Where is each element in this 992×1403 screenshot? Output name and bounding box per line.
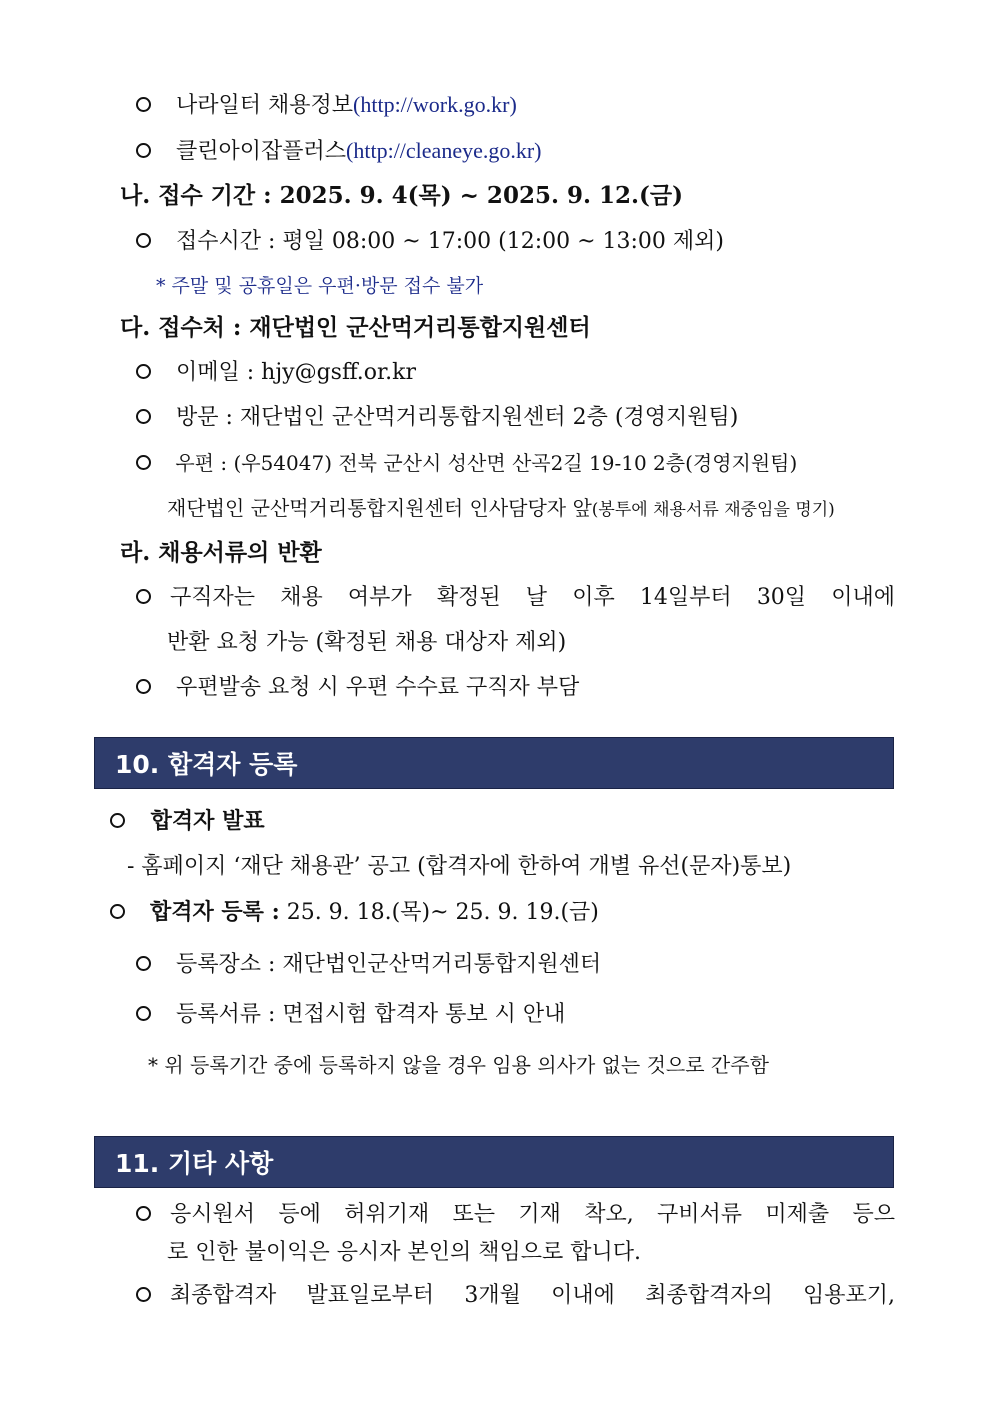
list-item-post [136,448,797,478]
word: 최종합격자의 [645,1283,773,1308]
word: 이내에 [831,585,895,610]
place-text: 등록장소 : 재단법인군산먹거리통합지원센터 [176,952,602,977]
word: 착오, [584,1202,634,1227]
word: 채용 [280,585,323,610]
list-item-email [136,358,416,388]
narailter-link[interactable]: (http://work.go.kr) [353,92,517,117]
item1-bullet [136,1200,156,1230]
word: 기재 [518,1202,561,1227]
weekend-note: * 주말 및 공휴일은 우편·방문 접수 불가 [156,275,484,297]
return-continuation: 반환 요청 가능 (확정된 채용 대상자 제외) [167,630,567,655]
word: 등에 [278,1202,321,1227]
word: 이후 [572,585,615,610]
post-cont-text: 재단법인 군산먹거리통합지원센터 인사담당자 앞 [167,496,592,520]
word: 등으 [852,1202,895,1227]
word: 확정된 [436,585,501,610]
word: 구비서류 [657,1202,743,1227]
post-cont-small: (봉투에 채용서류 재중임을 명기) [591,500,835,520]
item2-bullet [136,1281,156,1311]
return-text-line [170,583,895,613]
announce-description: - 홈페이지 ‘재단 채용관’ 공고 (합격자에 한하여 개별 유선(문자)통보) [127,854,792,879]
reception-time-text: 접수시간 : 평일 08:00 ~ 17:00 (12:00 ~ 13:00 제외) [176,229,725,254]
word: 날 [525,585,548,610]
announce-label: 합격자 발표 [150,808,265,834]
return-bullet [136,583,156,613]
list-item-cleaneye [136,136,542,167]
register-label: 합격자 등록 : [150,899,280,925]
register-note: * 위 등록기간 중에 등록하지 않을 경우 임용 의사가 없는 것으로 간주함 [148,1053,769,1077]
word: 구직자는 [170,585,256,610]
item2-text-line [170,1281,895,1311]
word: 여부가 [347,585,412,610]
docs-text: 등록서류 : 면접시험 합격자 통보 시 안내 [176,1002,566,1027]
word: 응시원서 [170,1202,256,1227]
visit-text: 방문 : 재단법인 군산먹거리통합지원센터 2층 (경영지원팀) [176,405,739,430]
register-line [110,897,599,928]
list-item-reception-time [136,227,724,257]
list-item-label: 나라일터 채용정보 [176,93,354,118]
heading-document-return: 라. 채용서류의 반환 [120,539,322,566]
word: 14일부터 [639,585,732,610]
post-text: 우편 : (우54047) 전북 군산시 성산면 산곡2길 19-10 2층(경영지원팀) [175,451,798,475]
word: 미제출 [765,1202,830,1227]
item1-continuation: 로 인한 불이익은 응시자 본인의 책임으로 합니다. [167,1240,641,1265]
item1-text-line [170,1200,895,1230]
word: 또는 [452,1202,496,1227]
list-item-return-post [136,673,579,703]
word: 허위기재 [344,1202,430,1227]
post-continuation [167,493,835,525]
heading-reception-place: 다. 접수처 : 재단법인 군산먹거리통합지원센터 [120,314,591,341]
word: 이내에 [551,1283,615,1308]
list-item-place [136,950,601,980]
announce-heading [110,806,265,836]
word: 30일 [756,585,807,610]
word: 발표일로부터 [306,1283,435,1308]
email-text: 이메일 : hjy@gsff.or.kr [176,360,416,385]
list-item-label: 클린아이잡플러스 [176,139,347,164]
list-item-narailter [136,90,517,121]
list-item-docs [136,1000,565,1030]
heading-reception-period: 나. 접수 기간 : 2025. 9. 4(목) ~ 2025. 9. 12.(금) [120,182,683,209]
word: 최종합격자 [170,1283,277,1308]
word: 임용포기, [802,1283,895,1308]
return-post-text: 우편발송 요청 시 우편 수수료 구직자 부담 [176,675,580,700]
section-header-11: 11. 기타 사항 [94,1136,894,1188]
cleaneye-link[interactable]: (http://cleaneye.go.kr) [346,138,542,163]
list-item-visit [136,403,738,433]
section-header-10: 10. 합격자 등록 [94,737,894,789]
word: 3개월 [464,1283,521,1308]
register-date: 25. 9. 18.(목)~ 25. 9. 19.(금) [279,900,599,925]
